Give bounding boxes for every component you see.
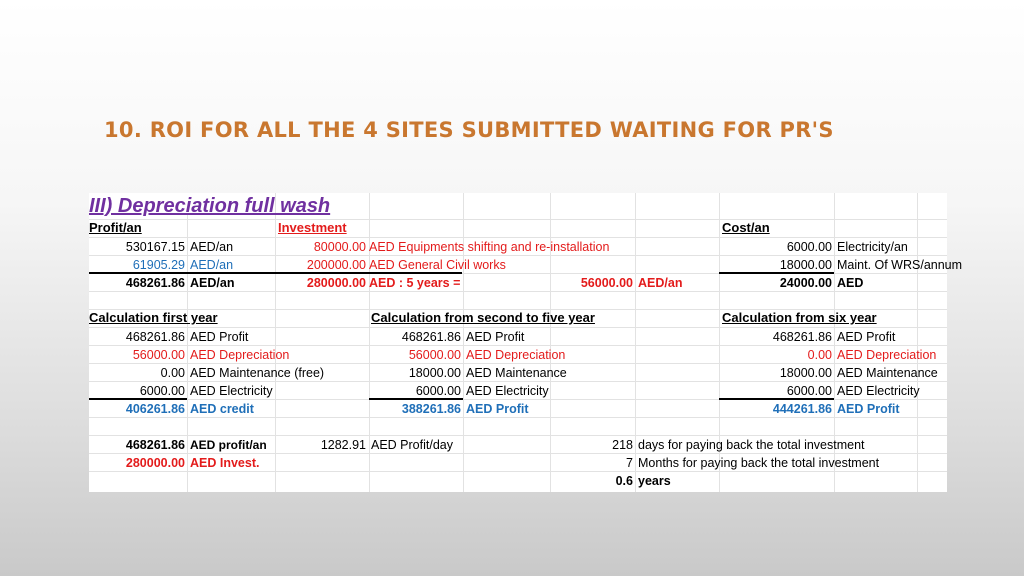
profit-total-value: 468261.86 bbox=[125, 276, 185, 290]
calc-six-label: AED Maintenance bbox=[837, 366, 938, 380]
investment-total-label: AED : 5 years = bbox=[369, 276, 461, 290]
gridline bbox=[89, 291, 947, 292]
calc-six-label: AED Profit bbox=[837, 330, 896, 344]
gridline bbox=[89, 345, 947, 346]
calc-second-value: 6000.00 bbox=[415, 384, 461, 398]
profit-unit: AED/an bbox=[190, 240, 234, 254]
summary-months-label: Months for paying back the total investment bbox=[638, 456, 880, 470]
calc-first-value: 0.00 bbox=[160, 366, 185, 380]
gridline bbox=[89, 237, 947, 238]
gridline bbox=[89, 435, 947, 436]
investment-header: Investment bbox=[278, 220, 347, 235]
calc-second-total-label: AED Profit bbox=[466, 402, 529, 416]
summary-days-label: days for paying back the total investment bbox=[638, 438, 865, 452]
calc-second-label: AED Electricity bbox=[466, 384, 549, 398]
profit-unit: AED/an bbox=[190, 258, 234, 272]
depreciation-per-year: 56000.00 bbox=[580, 276, 633, 290]
cost-value: 6000.00 bbox=[786, 240, 832, 254]
summary-years-label: years bbox=[638, 474, 671, 488]
summary-profit-day-value: 1282.91 bbox=[320, 438, 366, 452]
calc-first-label: AED Electricity bbox=[190, 384, 273, 398]
calc-second-header: Calculation from second to five year bbox=[371, 310, 595, 325]
summary-profit-day-label: AED Profit/day bbox=[371, 438, 453, 452]
investment-total-value: 280000.00 bbox=[306, 276, 366, 290]
gridline bbox=[89, 327, 947, 328]
cost-label: Electricity/an bbox=[837, 240, 908, 254]
calc-first-value: 468261.86 bbox=[125, 330, 185, 344]
cost-total-value: 24000.00 bbox=[779, 276, 832, 290]
calc-first-label: AED Maintenance (free) bbox=[190, 366, 325, 380]
calc-six-label: AED Depreciation bbox=[837, 348, 937, 362]
calc-six-value: 6000.00 bbox=[786, 384, 832, 398]
calc-first-total-label: AED credit bbox=[190, 402, 254, 416]
calc-first-label: AED Profit bbox=[190, 330, 249, 344]
summary-profit-an-label: AED profit/an bbox=[190, 438, 267, 452]
calc-second-label: AED Profit bbox=[466, 330, 525, 344]
gridline bbox=[89, 381, 947, 382]
spreadsheet-image bbox=[89, 193, 963, 492]
cost-total-label: AED bbox=[837, 276, 864, 290]
calc-six-header: Calculation from six year bbox=[722, 310, 877, 325]
gridline bbox=[89, 255, 947, 256]
cost-label: Maint. Of WRS/annum bbox=[837, 258, 963, 272]
calc-six-label: AED Electricity bbox=[837, 384, 920, 398]
calc-second-value: 56000.00 bbox=[408, 348, 461, 362]
calc-six-value: 468261.86 bbox=[772, 330, 832, 344]
calc-first-total-value: 406261.86 bbox=[125, 402, 185, 416]
profit-value: 530167.15 bbox=[125, 240, 185, 254]
investment-value: 200000.00 bbox=[306, 258, 366, 272]
investment-value: 80000.00 bbox=[313, 240, 366, 254]
gridline bbox=[89, 471, 947, 472]
calc-first-header: Calculation first year bbox=[89, 310, 218, 325]
calc-second-total-value: 388261.86 bbox=[401, 402, 461, 416]
gridline bbox=[89, 453, 947, 454]
investment-label: AED Equipments shifting and re-installation bbox=[369, 240, 610, 254]
calc-second-value: 18000.00 bbox=[408, 366, 461, 380]
summary-invest-value: 280000.00 bbox=[125, 456, 185, 470]
calc-second-label: AED Depreciation bbox=[466, 348, 566, 362]
gridline bbox=[187, 215, 188, 492]
sheet-heading: III) Depreciation full wash bbox=[89, 195, 331, 217]
calc-second-value: 468261.86 bbox=[401, 330, 461, 344]
summary-months-value: 7 bbox=[626, 456, 633, 470]
summary-invest-label: AED Invest. bbox=[190, 456, 260, 470]
gridline bbox=[89, 219, 947, 220]
profit-header: Profit/an bbox=[89, 220, 142, 235]
cost-header: Cost/an bbox=[722, 220, 770, 235]
calc-second-label: AED Maintenance bbox=[466, 366, 567, 380]
calc-six-total-label: AED Profit bbox=[837, 402, 900, 416]
cost-value: 18000.00 bbox=[779, 258, 832, 272]
calc-six-value: 18000.00 bbox=[779, 366, 832, 380]
summary-profit-an-value: 468261.86 bbox=[125, 438, 185, 452]
summary-days-value: 218 bbox=[612, 438, 633, 452]
summary-years-value: 0.6 bbox=[615, 474, 633, 488]
calc-first-value: 56000.00 bbox=[132, 348, 185, 362]
profit-total-unit: AED/an bbox=[190, 276, 235, 290]
profit-value: 61905.29 bbox=[132, 258, 185, 272]
gridline bbox=[89, 417, 947, 418]
slide-title: 10. ROI FOR ALL THE 4 SITES SUBMITTED WAITING FOR PR'S bbox=[104, 118, 834, 142]
investment-label: AED General Civil works bbox=[369, 258, 506, 272]
calc-first-value: 6000.00 bbox=[139, 384, 185, 398]
calc-six-total-value: 444261.86 bbox=[772, 402, 832, 416]
depreciation-unit: AED/an bbox=[638, 276, 683, 290]
gridline bbox=[89, 363, 947, 364]
calc-six-value: 0.00 bbox=[807, 348, 832, 362]
calc-first-label: AED Depreciation bbox=[190, 348, 290, 362]
